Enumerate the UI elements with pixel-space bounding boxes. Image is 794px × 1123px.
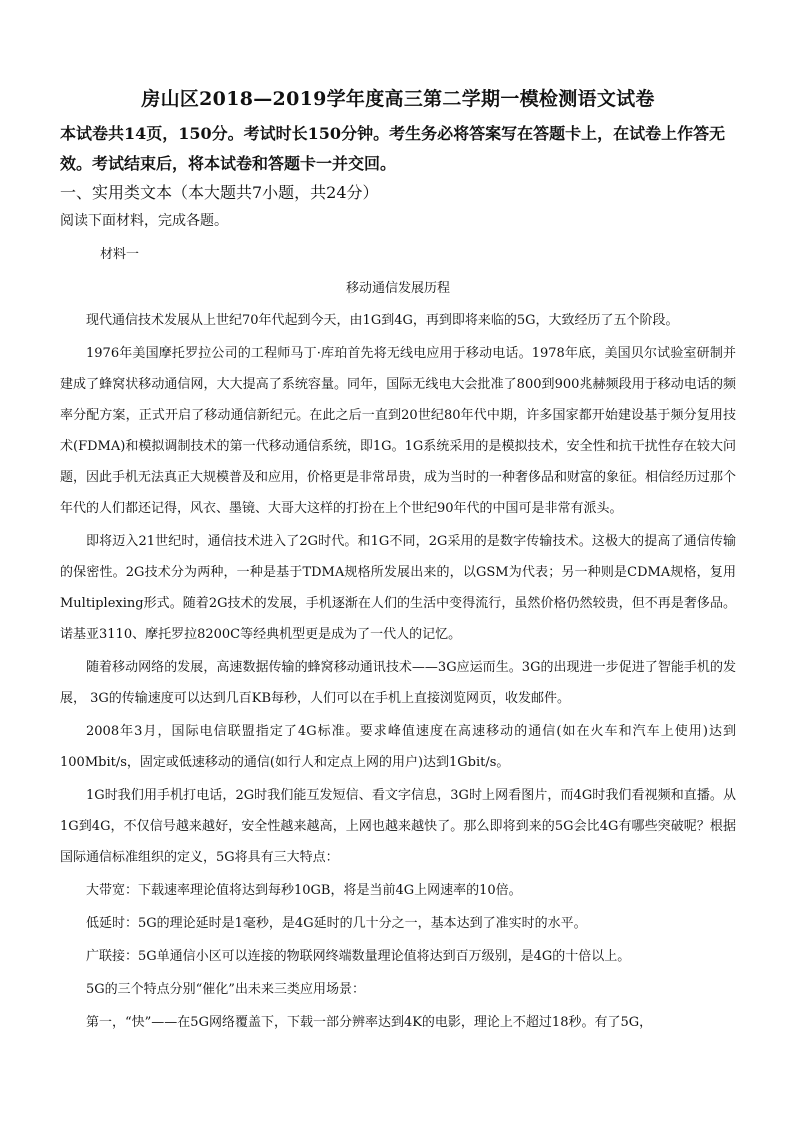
page-title: 房山区2018—2019学年度高三第二学期一模检测语文试卷: [141, 88, 655, 110]
paragraph: 2008年3月，国际电信联盟指定了4G标准。要求峰值速度在高速移动的通信(如在火车和汽车上使用)达到100Mbit/s，固定或低速移动的通信(如行人和定点上网的用户)达到1Gbit/s。: [60, 724, 736, 770]
exam-notice: 本试卷共14页，150分。考试时长150分钟。考生务必将答案写在答题卡上，在试卷上作答无效。考试结束后，将本试卷和答题卡一并交回。: [60, 124, 726, 173]
feature-item: 广联接：5G单通信小区可以连接的物联网终端数量理论值将达到百万级别，是4G的十倍以上。: [86, 949, 631, 964]
section-heading: 一、实用类文本（本大题共7小题，共24分）: [60, 183, 379, 202]
section-instruction: 阅读下面材料，完成各题。: [60, 213, 228, 229]
first-scenario: 第一，“快”——在5G网络覆盖下，下载一部分辨率达到4K的电影，理论上不超过18秒。有了5G，: [86, 1015, 653, 1030]
feature-item: 大带宽：下载速率理论值将达到每秒10GB，将是当前4G上网速率的10倍。: [86, 883, 522, 898]
paragraph: 1976年美国摩托罗拉公司的工程师马丁·库珀首先将无线电应用于移动电话。1978年底，美国贝尔试验室研制并建成了蜂窝状移动通信网，大大提高了系统容量。同年，国际无线电大会批准了800到900兆赫频段用于移动电话的频率分配方案，正式开启了移动通信新纪元。在此之后一直到20世纪80年代中期，许多国家都开始建设基于频分复用技术(FDMA)和模拟调制技术的第一代移动通信系统，即1G。1G系统采用的是模拟技术，安全性和抗干扰性存在较大问题，因此手机无法真正大规模普及和应用，价格更是非常昂贵，成为当时的一种奢侈品和财富的象征。相信经历过那个年代的人们都还记得，风衣、墨镜、大哥大这样的打扮在上个世纪90年代的中国可是非常有派头。: [60, 346, 737, 516]
paragraph: 即将迈入21世纪时，通信技术进入了2G时代。和1G不同，2G采用的是数字传输技术。这极大的提高了通信传输的保密性。2G技术分为两种，一种是基于TDMA规格所发展出来的，以GSM为代表；另一种则是CDMA规格，复用Multiplexing形式。随着2G技术的发展，手机逐渐在人们的生活中变得流行，虽然价格仍然较贵，但不再是奢侈品。诺基亚3110、摩托罗拉8200C等经典机型更是成为了一代人的记忆。: [60, 534, 736, 642]
material-label: 材料一: [100, 247, 140, 262]
feature-item: 低延时：5G的理论延时是1毫秒，是4G延时的几十分之一，基本达到了准实时的水平。: [86, 916, 587, 931]
paragraph: 随着移动网络的发展，高速数据传输的蜂窝移动通讯技术——3G应运而生。3G的出现进一步促进了智能手机的发展， 3G的传输速度可以达到几百KB每秒，人们可以在手机上直接浏览网页，收发邮件。: [60, 660, 736, 706]
paragraph: 现代通信技术发展从上世纪70年代起到今天，由1G到4G，再到即将来临的5G，大致经历了五个阶段。: [86, 313, 679, 328]
paragraph: 1G时我们用手机打电话，2G时我们能互发短信、看文字信息，3G时上网看图片，而4G时我们看视频和直播。从1G到4G，不仅信号越来越好，安全性越来越高，上网也越来越快了。那么即将到来的5G会比4G有哪些突破呢？根据国际通信标准组织的定义，5G将具有三大特点：: [60, 788, 736, 865]
material-title: 移动通信发展历程: [345, 281, 450, 296]
scenario-intro: 5G的三个特点分别“催化”出未来三类应用场景：: [86, 982, 365, 997]
